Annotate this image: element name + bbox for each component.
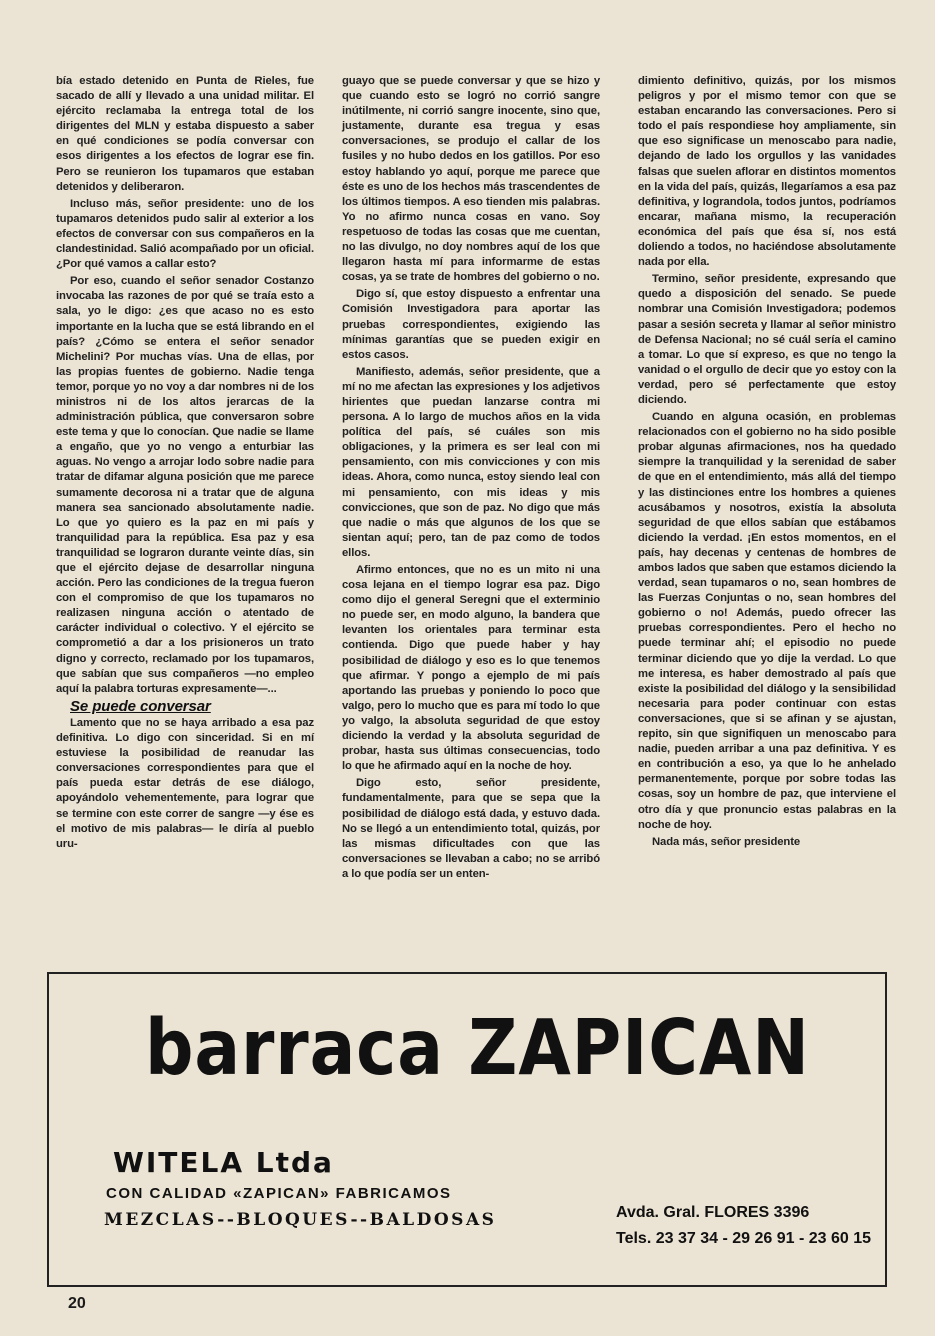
paragraph: bía estado detenido en Punta de Rieles, fue sacado de allí y llevado a una unidad militar. El ejército reclamaba la entrega total de los dirigentes del MLN y estaba dispuesto a saber en qué condiciones se podía conversar con esos dirigentes a los efectos de lograr ese fin. Pero se reunieron los tupamaros que estaban detenidos y deliberaron. <box>56 75 314 193</box>
paragraph: guayo que se puede conversar y que se hizo y que cuando esto se logró no corrió sangre inútilmente, ni corrió sangre inocente, sino que, justamente, durante esa tregua y esas conversaciones, se produjo el callar de los fusiles y no hubo dedos en los gatillos. Por eso estoy hablando yo aquí, porque me parece que éste es uno de los hechos más trascendentes de los últimos tiempos. A eso tienden mis palabras. Yo no afirmo nunca cosas en vano. Soy respetuoso de todas las cosas que me cuentan, no las divulgo, no doy nombres aquí de los que llegaron hasta mí para informarme de estas cosas, ya se trate de hombres del gobierno o no. <box>342 75 600 284</box>
ad-company-name: WITELA Ltda <box>113 1146 334 1179</box>
ad-address: Avda. Gral. FLORES 3396 <box>616 1204 810 1221</box>
article-column-3 <box>638 74 896 852</box>
page-number: 20 <box>68 1295 86 1312</box>
section-subheading: Se puede conversar <box>70 697 211 715</box>
paragraph: Afirmo entonces, que no es un mito ni una cosa lejana en el tiempo lograr esa paz. Digo como dijo el general Seregni que el exterminio no puede ser, en modo alguno, la bandera que levanten los orientales para terminar esta contienda. Digo que puede haber y hay posibilidad de diálogo y eso es lo que tenemos que afirmar. Y pongo a ejemplo de mi país aportando las pruebas y poniendo lo poco que valgo, pero lo mucho que es para mí todo lo que yo valgo, la absoluta seguridad de que estoy diciendo la verdad y la absoluta seguridad de probar, hasta sus últimas consecuencias, todo lo que he afirmado aquí en la noche de hoy. <box>342 564 600 773</box>
ad-phones: Tels. 23 37 34 - 29 26 91 - 23 60 15 <box>616 1230 871 1247</box>
paragraph: Manifiesto, además, señor presidente, que a mí no me afectan las expresiones y los adjetivos hirientes que puedan lanzarse contra mi persona. A lo largo de muchos años en la vida política del país, sé cuáles son mis obligaciones, y la primera es ser leal con mi pensamiento, con mis convicciones y con mis ideas. Ahora, como nunca, estoy siendo leal con mi pensamiento, con mis ideas y mis convicciones, que son de paz. No digo que más que nadie o más que algunos de los que se sientan aquí; pero, tan de paz como de todos ellos. <box>342 365 600 559</box>
paragraph: Por eso, cuando el señor senador Costanzo invocaba las razones de por qué se traía esto a sala, yo le digo: ¿es que acaso no es esto importante en la lucha que se está librando en el país? ¿Cómo se entera el señor senador Michelini? Por muchas vías. Una de ellas, por las propias fuentes de gobierno. Nadie tenga temor, porque yo no voy a dar nombres ni de los ministros ni de los altos jerarcas de la administración pública, que conversaron sobre este tema y que lo conocían. Que nadie se llame a engaño, que yo no vengo a enturbiar las aguas. No vengo a arrojar lodo sobre nadie para tratar de difamar alguna posición que me parece sumamente decorosa ni a tratar que de alguna manera sea sancionado absolutamente nadie. Lo que yo quiero es la paz en mi país y tranquilidad para la república. Esa paz y esa tranquilidad se lograron durante veinte días, sin que el ejército dejase de desarrollar ninguna acción. Pero las condiciones de la tregua fueron con el compromiso de que los tupamaros no realizasen ninguna acción o atentado de carácter individual o colectivo. Y el ejército se comprometió a dar a los prisioneros un trato digno y correcto, reclamado por los tupamaros, que sabían que sus compañeros —no empleo aquí la palabra torturas expresamente—... <box>56 275 314 695</box>
ad-tagline: CON CALIDAD «ZAPICAN» FABRICAMOS <box>106 1185 452 1202</box>
advertisement-box <box>47 972 887 1287</box>
paragraph: Nada más, señor presidente <box>652 835 801 848</box>
article-column-1 <box>56 74 314 854</box>
ad-brand-name: barraca ZAPICAN <box>145 1004 810 1093</box>
paragraph: dimiento definitivo, quizás, por los mismos peligros y por el mismo temor con que se estaban encarando las conversaciones. Pero si todo el país respondiese hoy ampliamente, sin que eso significase un menoscabo para nadie, dejando de lado los orgullos y las vanidades falsas que suelen aflorar en distintos momentos en la vida del país, quizás, llegaríamos a esa paz definitiva, y lograndola, todos juntos, podríamos encarar, mañana mismo, la recuperación económica del país que ésa sí, nos está doliendo a todos, no haciéndose absolutamente nada por ella. <box>638 75 896 269</box>
paragraph: Termino, señor presidente, expresando que quedo a disposición del senado. Se puede nombrar una Comisión Investigadora; podemos pasar a sesión secreta y llamar al señor ministro de Defensa Nacional; no sé cuál sería el camino a tomar. Lo que sí expreso, es que no tengo la vanidad o el orgullo de decir que yo estoy con la verdad, pero sé perfectamente que estoy diciendo. <box>638 273 896 406</box>
ad-products: MEZCLAS--BLOQUES--BALDOSAS <box>104 1210 497 1230</box>
paragraph: Digo esto, señor presidente, fundamentalmente, para que se sepa que la posibilidad de diálogo está dada, y estuvo dada. No se llegó a un entendimiento total, quizás, por las mismas dificultades con que las conversaciones se llevaban a cabo; no se arribó a lo que podía ser un enten- <box>342 777 600 880</box>
article-column-2 <box>342 74 600 884</box>
paragraph: Digo sí, que estoy dispuesto a enfrentar una Comisión Investigadora para aportar las pruebas correspondientes, exigiendo las mínimas garantías que se pueden exigir en estos casos. <box>342 288 600 361</box>
paragraph: Cuando en alguna ocasión, en problemas relacionados con el gobierno no ha sido posible probar algunas afirmaciones, nos ha quedado siempre la tranquilidad y la serenidad de saber de que en el entendimiento, más allá del tiempo y las distinciones entre los hombres a quienes acusábamos y nosotros, existía la absoluta seguridad de que ellos sabían que estábamos diciendo la verdad. ¡En estos momentos, en el país, hay decenas y centenas de hombres de ambos lados que saben que estamos diciendo la verdad, sean tupamaros o no, sean hombres de las Fuerzas Conjuntas o no, sean hombres del gobierno o no! Además, puedo ofrecer las pruebas correspondientes. Pero el hecho no puede terminar ahí; el episodio no puede terminar diciendo que yo dije la verdad. Lo que me interesa, es haber demostrado al país que existe la posibilidad del diálogo y la sensibilidad necesaria para poder continuar con estas conversaciones, que si se afinan y se ajustan, repito, sin que signifiquen un menoscabo para nadie, pueden arribar a una paz definitiva. Y es en contribución a eso, ya que lo he anhelado permanentemente, porque por sobre todas las cosas, soy un hombre de paz, que interviene el otro día y que pronuncio estas palabras en la noche de hoy. <box>638 411 896 831</box>
paragraph: Lamento que no se haya arribado a esa paz definitiva. Lo digo con sinceridad. Si en mí estuviese la posibilidad de reanudar las conversaciones correspondientes para que el país pueda estar detrás de ese diálogo, apoyándolo vehementemente, para lograr que se termine con este correr de sangre —y ése es el motivo de mis palabras— le diría al pueblo uru- <box>56 716 314 850</box>
paragraph: Incluso más, señor presidente: uno de los tupamaros detenidos pudo salir al exterior a los efectos de conversar con sus compañeros en la clandestinidad. Salió acompañado por un oficial. ¿Por qué vamos a callar esto? <box>56 197 314 271</box>
